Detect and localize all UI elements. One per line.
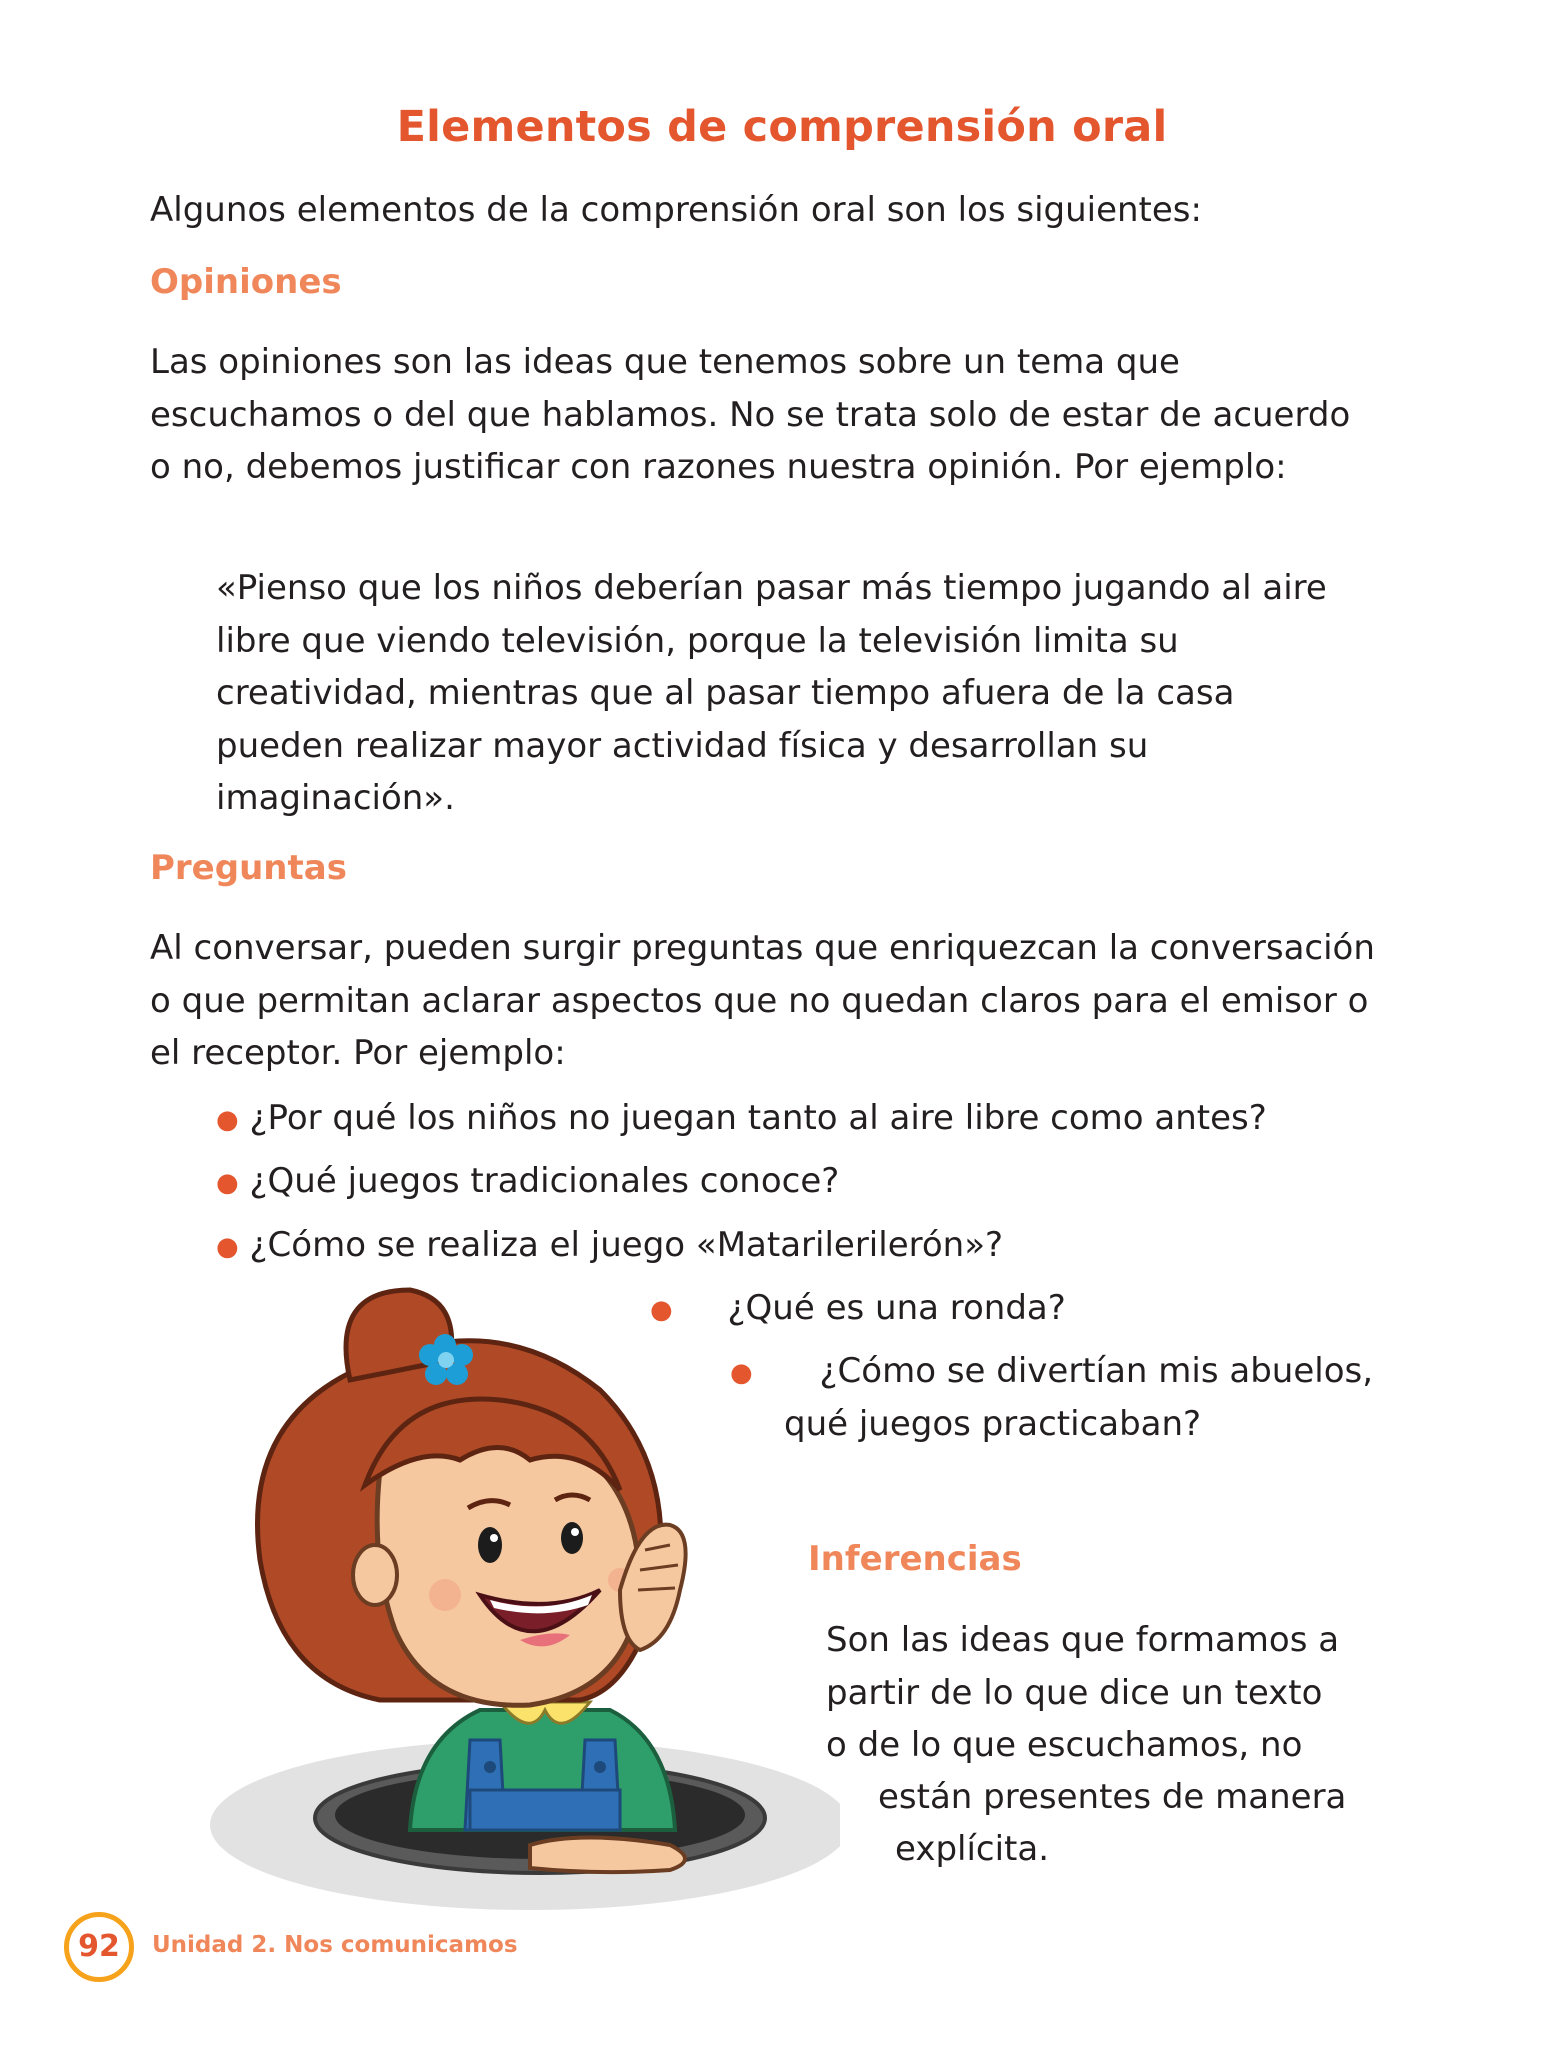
bullet-icon: ● (216, 1231, 239, 1262)
girl-listening-illustration (200, 1270, 840, 1910)
question-text: ¿Qué es una ronda? (727, 1288, 1066, 1328)
bullet-icon: ● (730, 1357, 753, 1388)
question-text: ¿Qué juegos tradicionales conoce? (249, 1161, 840, 1201)
section-heading-inferencias: Inferencias (808, 1539, 1022, 1579)
inferencias-line: Son las ideas que formamos a (826, 1620, 1340, 1660)
preguntas-paragraph: Al conversar, pueden surgir preguntas que enriquezcan la conversación o que permitan aclarar aspectos que no quedan claros para el emisor o el receptor. Por ejemplo: (150, 928, 1375, 1073)
question-text: ¿Cómo se divertían mis abuelos, (819, 1351, 1374, 1391)
inferencias-line: están presentes de manera (878, 1777, 1347, 1817)
intro-text: Algunos elementos de la comprensión oral son los siguientes: (150, 190, 1202, 230)
page-number-badge: 92 (64, 1912, 134, 1982)
question-item (216, 1219, 1003, 1273)
section-heading-preguntas: Preguntas (150, 848, 347, 888)
question-item (216, 1092, 1267, 1146)
question-text-continued: qué juegos practicaban? (784, 1404, 1202, 1444)
section-heading-opiniones: Opiniones (150, 262, 342, 302)
question-item (216, 1155, 839, 1209)
question-text: ¿Por qué los niños no juegan tanto al aire libre como antes? (249, 1098, 1267, 1138)
bullet-icon: ● (650, 1294, 673, 1325)
inferencias-line: o de lo que escuchamos, no (826, 1725, 1303, 1765)
bullet-icon: ● (216, 1104, 239, 1135)
inferencias-line: partir de lo que dice un texto (826, 1673, 1323, 1713)
page-title: Elementos de comprensión oral (396, 102, 1168, 152)
question-text: ¿Cómo se realiza el juego «Matarilerilerón»? (249, 1225, 1004, 1265)
opiniones-quote: «Pienso que los niños deberían pasar más tiempo jugando al aire libre que viendo televisión, porque la televisión limita su creatividad, mientras que al pasar tiempo afuera de la casa pueden realizar mayor actividad física y desarrollan su imaginación». (216, 568, 1327, 818)
unit-label: Unidad 2. Nos comunicamos (152, 1932, 518, 1958)
inferencias-line: explícita. (895, 1829, 1050, 1869)
opiniones-paragraph: Las opiniones son las ideas que tenemos sobre un tema que escuchamos o del que hablamos. No se trata solo de estar de acuerdo o no, debemos justificar con razones nuestra opinión. Por ejemplo: (150, 342, 1351, 487)
bullet-icon: ● (216, 1167, 239, 1198)
